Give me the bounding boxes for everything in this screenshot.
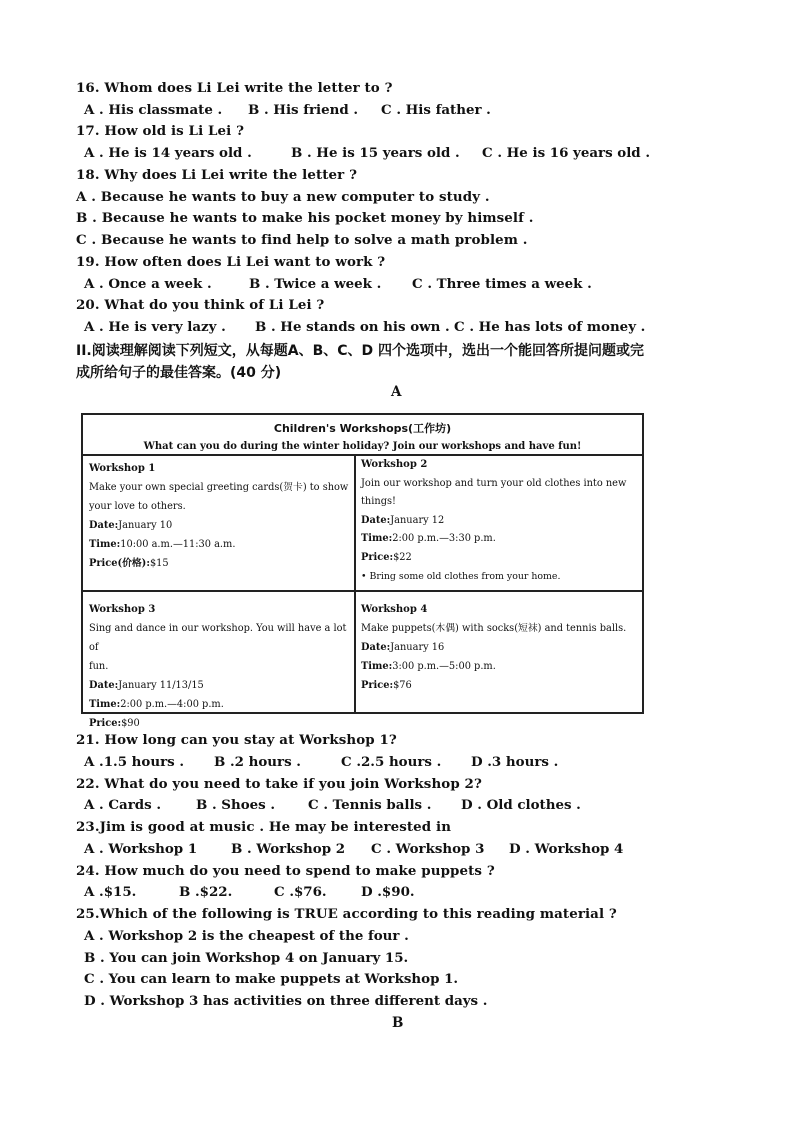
question-20-stem: 20. What do you think of Li Lei ? — [76, 297, 325, 313]
workshop-3-date: January 11/13/15 — [118, 680, 204, 691]
workshop-4-price: $76 — [393, 680, 412, 691]
question-18-stem: 18. Why does Li Lei write the letter ? — [76, 167, 358, 183]
workshop-2-time-label: Time: — [361, 533, 393, 545]
option-23b: B . Workshop 2 — [231, 841, 346, 857]
workshop-4-time: 3:00 p.m.—5:00 p.m. — [392, 661, 496, 672]
workshop-2-date: January 12 — [390, 514, 445, 526]
workshop-3-price: $90 — [121, 718, 140, 729]
option-16b: B . His friend . — [248, 102, 359, 118]
option-24c: C .$76. — [274, 884, 327, 900]
option-17b: B . He is 15 years old . — [291, 145, 460, 161]
option-17c: C . He is 16 years old . — [482, 145, 650, 161]
workshop-4-time-label: Time: — [361, 661, 393, 672]
workshop-1-date: January 10 — [118, 520, 173, 531]
workshop-1-price-label: Price(价格): — [89, 558, 150, 569]
passage-b-heading: B — [392, 1015, 404, 1031]
workshop-1-time-label: Time: — [89, 539, 121, 550]
table-divider-vertical — [354, 456, 356, 712]
question-24-stem: 24. How much do you need to spend to make puppets ? — [76, 863, 495, 879]
question-23-stem: 23.Jim is good at music . He may be interested in — [76, 819, 452, 835]
workshop-2-time: 2:00 p.m.—3:30 p.m. — [392, 533, 496, 545]
option-22b: B . Shoes . — [196, 797, 276, 813]
workshop-1-price: $15 — [149, 558, 169, 569]
option-18b: B . Because he wants to make his pocket money by himself . — [76, 210, 534, 226]
workshop-1-desc-line1: Make your own special greeting cards(贺卡) to show — [89, 482, 349, 493]
workshop-1-date-label: Date: — [89, 520, 119, 531]
workshop-1-desc-line2: your love to others. — [89, 501, 186, 512]
workshop-2-price-label: Price: — [361, 551, 394, 563]
option-21b: B .2 hours . — [214, 754, 301, 770]
section-2-instructions-line2: 成所给句子的最佳答案。(40 分) — [76, 365, 282, 381]
workshop-2-price: $22 — [393, 551, 412, 563]
option-16a: A . His classmate . — [84, 102, 223, 118]
option-21a: A .1.5 hours . — [84, 754, 184, 770]
workshop-1-time: 10:00 a.m.—11:30 a.m. — [120, 539, 236, 550]
question-22-stem: 22. What do you need to take if you join Workshop 2? — [76, 776, 482, 792]
option-19c: C . Three times a week . — [412, 276, 592, 292]
option-17a: A . He is 14 years old . — [84, 145, 252, 161]
option-25c: C . You can learn to make puppets at Workshop 1. — [84, 971, 459, 987]
workshops-title: Children's Workshops(工作坊) — [273, 422, 452, 435]
option-23c: C . Workshop 3 — [371, 841, 485, 857]
workshops-table — [81, 413, 644, 729]
workshop-1-name: Workshop 1 — [89, 463, 156, 474]
question-21-stem: 21. How long can you stay at Workshop 1? — [76, 732, 397, 748]
option-24b: B .$22. — [179, 884, 233, 900]
option-20b: B . He stands on his own . — [255, 319, 450, 335]
workshop-2-note: • Bring some old clothes from your home. — [361, 570, 561, 582]
option-23d: D . Workshop 4 — [509, 841, 624, 857]
question-25-stem: 25.Which of the following is TRUE according to this reading material ? — [76, 906, 617, 922]
option-19b: B . Twice a week . — [249, 276, 382, 292]
question-19-stem: 19. How often does Li Lei want to work ? — [76, 254, 386, 270]
workshop-3-time: 2:00 p.m.—4:00 p.m. — [120, 699, 224, 710]
workshop-1-cell — [89, 459, 351, 573]
workshop-2-name: Workshop 2 — [361, 459, 428, 470]
workshop-3-desc-line1: Sing and dance in our workshop. You will have a lot of — [89, 623, 347, 653]
workshop-4-date-label: Date: — [361, 642, 391, 653]
workshop-4-desc-line1: Make puppets(木偶) with socks(短袜) and tennis balls. — [361, 623, 627, 634]
workshop-2-cell — [361, 456, 641, 586]
option-18c: C . Because he wants to find help to solve a math problem . — [76, 232, 528, 248]
question-17-stem: 17. How old is Li Lei ? — [76, 123, 245, 139]
workshop-4-name: Workshop 4 — [361, 604, 428, 615]
passage-a-heading: A — [391, 384, 402, 400]
table-divider-horizontal — [83, 590, 642, 592]
workshop-3-name: Workshop 3 — [89, 604, 156, 615]
workshops-table-header — [83, 415, 642, 456]
option-24a: A .$15. — [84, 884, 137, 900]
workshop-4-price-label: Price: — [361, 680, 394, 691]
option-24d: D .$90. — [361, 884, 415, 900]
option-18a: A . Because he wants to buy a new computer to study . — [76, 189, 490, 205]
option-25b: B . You can join Workshop 4 on January 15. — [84, 950, 409, 966]
workshop-3-price-label: Price: — [89, 718, 122, 729]
option-16c: C . His father . — [381, 102, 491, 118]
option-25a: A . Workshop 2 is the cheapest of the four . — [84, 928, 409, 944]
section-2-instructions-line1: II.阅读理解阅读下列短文，从每题A、B、C、D 四个选项中，选出一个能回答所提问题或完 — [76, 343, 645, 359]
option-25d: D . Workshop 3 has activities on three different days . — [84, 993, 488, 1009]
workshop-3-cell — [89, 600, 351, 733]
workshop-2-date-label: Date: — [361, 514, 391, 526]
option-20a: A . He is very lazy . — [84, 319, 226, 335]
workshop-4-cell — [361, 600, 641, 695]
option-20c: C . He has lots of money . — [454, 319, 646, 335]
workshops-subtitle: What can you do during the winter holiday? Join our workshops and have fun! — [143, 441, 582, 452]
workshop-4-date: January 16 — [390, 642, 445, 653]
question-16-stem: 16. Whom does Li Lei write the letter to ? — [76, 80, 393, 96]
workshop-3-time-label: Time: — [89, 699, 121, 710]
workshop-3-desc-line2: fun. — [89, 661, 109, 672]
option-19a: A . Once a week . — [84, 276, 212, 292]
workshop-2-desc-line2: things! — [361, 496, 396, 508]
workshop-2-desc-line1: Join our workshop and turn your old clothes into new — [361, 477, 627, 489]
option-22c: C . Tennis balls . — [308, 797, 432, 813]
option-23a: A . Workshop 1 — [84, 841, 198, 857]
option-22a: A . Cards . — [84, 797, 161, 813]
option-21c: C .2.5 hours . — [341, 754, 442, 770]
option-22d: D . Old clothes . — [461, 797, 581, 813]
option-21d: D .3 hours . — [471, 754, 559, 770]
workshop-3-date-label: Date: — [89, 680, 119, 691]
